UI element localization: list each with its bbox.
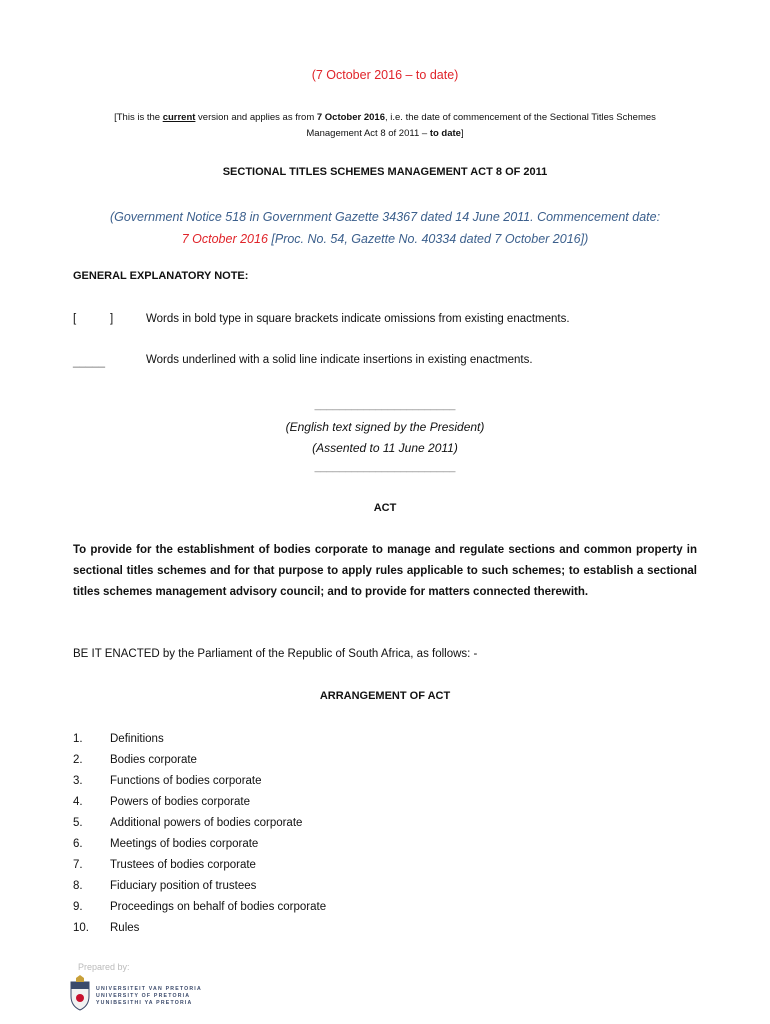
signature-rule-top: _______________________	[314, 399, 456, 411]
list-item: 5. Additional powers of bodies corporate	[73, 817, 303, 829]
prepared-by-label: Prepared by:	[78, 962, 130, 972]
underline-symbol: _____	[73, 356, 105, 368]
crest-icon	[68, 974, 92, 1012]
enacting-clause: BE IT ENACTED by the Parliament of the Republic of South Africa, as follows: -	[73, 648, 478, 660]
list-item: 7. Trustees of bodies corporate	[73, 859, 256, 871]
arrangement-list	[73, 731, 473, 941]
gazette-reference: (Government Notice 518 in Government Gazette 34367 dated 14 June 2011. Commencement date: 7 October 2016 [Proc. No. 54, Gazette No. 40334 dated 7 October 2016])	[109, 210, 661, 246]
list-item: 10. Rules	[73, 922, 140, 934]
current-label: current	[162, 112, 196, 123]
act-heading: ACT	[373, 502, 397, 514]
list-item: 9. Proceedings on behalf of bodies corporate	[73, 901, 327, 913]
underline-description: Words underlined with a solid line indicate insertions in existing enactments.	[146, 354, 533, 366]
list-item: 8. Fiduciary position of trustees	[73, 880, 257, 892]
arrangement-heading: ARRANGEMENT OF ACT	[319, 690, 451, 702]
date-range: (7 October 2016 – to date)	[311, 68, 459, 82]
act-preamble: To provide for the establishment of bodies corporate to manage and regulate sections and common property in sectional titles schemes and for that purpose to apply rules applicable to such schemes; to establish a sectional titles schemes management advisory council; and to provide for matters connected therewith.	[73, 544, 697, 598]
brackets-description: Words in bold type in square brackets indicate omissions from existing enactments.	[146, 313, 570, 325]
signature-note: (English text signed by the President) (Assented to 11 June 2011)	[285, 420, 485, 455]
list-item: 4. Powers of bodies corporate	[73, 796, 250, 808]
brackets-symbol: [ ]	[73, 313, 114, 325]
list-item: 6. Meetings of bodies corporate	[73, 838, 259, 850]
version-note: [This is the current version and applies as from 7 October 2016, i.e. the date of commencement of the Sectional Titles Schemes Management Act 8 of 2011 – to date]	[114, 112, 656, 139]
act-title: SECTIONAL TITLES SCHEMES MANAGEMENT ACT 8 OF 2011	[222, 166, 548, 178]
explanatory-note-heading: GENERAL EXPLANATORY NOTE:	[73, 270, 249, 282]
list-item: 3. Functions of bodies corporate	[73, 775, 262, 787]
list-item: 2. Bodies corporate	[73, 754, 197, 766]
signature-rule-bottom: _______________________	[314, 461, 456, 473]
list-item: 1. Definitions	[73, 733, 164, 745]
university-logo: UNIVERSITEIT VAN PRETORIA UNIVERSITY OF PRETORIA YUNIBESITHI YA PRETORIA	[68, 974, 208, 1014]
